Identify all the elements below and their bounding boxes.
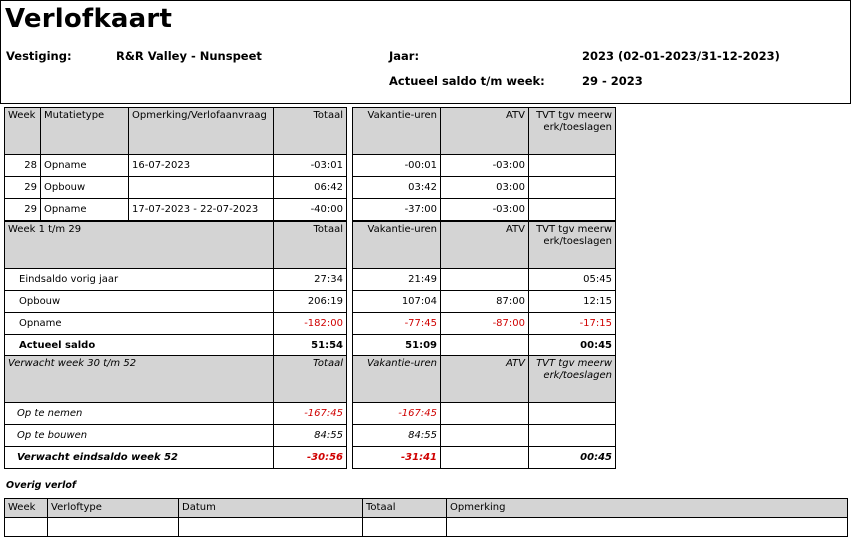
row-label: Op te nemen — [5, 403, 274, 425]
table-row — [5, 291, 347, 313]
col-tvt: TVT tgv meerwerk/toeslagen — [529, 108, 616, 155]
table-row — [353, 177, 616, 199]
cell-vak: -37:00 — [353, 199, 441, 221]
row-label: Eindsaldo vorig jaar — [5, 269, 274, 291]
col-vakantie-uren: Vakantie-uren — [353, 356, 441, 403]
table-row — [353, 199, 616, 221]
verwacht-table — [4, 355, 347, 469]
empty-cell — [5, 518, 48, 537]
periode-right-table — [352, 221, 616, 357]
cell-tvt: 12:15 — [529, 291, 616, 313]
empty-cell — [447, 518, 848, 537]
overig-verlof-title: Overig verlof — [6, 480, 76, 491]
empty-cell — [48, 518, 179, 537]
cell-totaal: 84:55 — [274, 425, 347, 447]
table-row — [5, 199, 347, 221]
row-label: Actueel saldo — [5, 335, 274, 357]
col-totaal: Totaal — [274, 222, 347, 269]
table-row — [5, 518, 848, 537]
cell-totaal: 206:19 — [274, 291, 347, 313]
cell-atv: 87:00 — [441, 291, 529, 313]
empty-cell — [363, 518, 447, 537]
verwacht-right-table — [352, 355, 616, 469]
cell-type: Opname — [41, 199, 129, 221]
col-vakantie-uren: Vakantie-uren — [353, 108, 441, 155]
saldo-label: Actueel saldo t/m week: — [389, 74, 545, 88]
cell-tvt: 00:45 — [529, 447, 616, 469]
table-row — [353, 291, 616, 313]
table-row — [353, 313, 616, 335]
jaar-value: 2023 (02-01-2023/31-12-2023) — [582, 49, 780, 63]
saldo-value: 29 - 2023 — [582, 74, 643, 88]
cell-atv — [441, 403, 529, 425]
row-label: Opname — [5, 313, 274, 335]
col-vakantie-uren: Vakantie-uren — [353, 222, 441, 269]
table-row — [5, 447, 347, 469]
cell-vak: 107:04 — [353, 291, 441, 313]
cell-tvt — [529, 403, 616, 425]
table-row — [5, 403, 347, 425]
cell-opmerking — [129, 177, 274, 199]
cell-week: 28 — [5, 155, 41, 177]
cell-atv — [441, 335, 529, 357]
table-row — [5, 177, 347, 199]
cell-tvt — [529, 199, 616, 221]
col-opmerking: Opmerking — [447, 499, 848, 518]
col-atv: ATV — [441, 108, 529, 155]
col-verloftype: Verloftype — [48, 499, 179, 518]
cell-tvt: 00:45 — [529, 335, 616, 357]
cell-vak: 84:55 — [353, 425, 441, 447]
empty-cell — [179, 518, 363, 537]
table-row — [5, 335, 347, 357]
cell-tvt — [529, 425, 616, 447]
table-row — [5, 313, 347, 335]
cell-vak: 51:09 — [353, 335, 441, 357]
col-totaal: Totaal — [274, 108, 347, 155]
cell-totaal: -167:45 — [274, 403, 347, 425]
periode-table — [4, 221, 347, 357]
cell-opmerking: 16-07-2023 — [129, 155, 274, 177]
col-totaal: Totaal — [274, 356, 347, 403]
col-totaal: Totaal — [363, 499, 447, 518]
cell-type: Opbouw — [41, 177, 129, 199]
table-row — [353, 403, 616, 425]
cell-week: 29 — [5, 199, 41, 221]
col-atv: ATV — [441, 356, 529, 403]
cell-vak: -00:01 — [353, 155, 441, 177]
cell-totaal: -30:56 — [274, 447, 347, 469]
cell-type: Opname — [41, 155, 129, 177]
cell-week: 29 — [5, 177, 41, 199]
table-row — [353, 155, 616, 177]
cell-opmerking: 17-07-2023 - 22-07-2023 — [129, 199, 274, 221]
table-row — [353, 269, 616, 291]
cell-atv: 03:00 — [441, 177, 529, 199]
col-tvt: TVT tgv meerwerk/toeslagen — [529, 222, 616, 269]
overig-verlof-table — [4, 498, 848, 537]
table-row — [353, 447, 616, 469]
page-title: Verlofkaart — [5, 4, 173, 34]
cell-atv: -03:00 — [441, 199, 529, 221]
col-week: Week — [5, 108, 41, 155]
col-atv: ATV — [441, 222, 529, 269]
cell-tvt: 05:45 — [529, 269, 616, 291]
cell-vak: -77:45 — [353, 313, 441, 335]
vestiging-label: Vestiging: — [6, 49, 72, 63]
cell-tvt — [529, 155, 616, 177]
cell-totaal: 06:42 — [274, 177, 347, 199]
periode-heading: Week 1 t/m 29 — [5, 222, 274, 269]
mutaties-right-table — [352, 107, 616, 221]
cell-atv: -87:00 — [441, 313, 529, 335]
verwacht-heading: Verwacht week 30 t/m 52 — [5, 356, 274, 403]
col-week: Week — [5, 499, 48, 518]
cell-totaal: 51:54 — [274, 335, 347, 357]
table-row — [353, 335, 616, 357]
cell-atv — [441, 447, 529, 469]
cell-totaal: 27:34 — [274, 269, 347, 291]
mutaties-table — [4, 107, 347, 221]
row-label: Op te bouwen — [5, 425, 274, 447]
cell-totaal: -182:00 — [274, 313, 347, 335]
col-opmerking: Opmerking/Verlofaanvraag — [129, 108, 274, 155]
cell-atv — [441, 269, 529, 291]
col-datum: Datum — [179, 499, 363, 518]
cell-tvt — [529, 177, 616, 199]
cell-vak: 03:42 — [353, 177, 441, 199]
cell-tvt: -17:15 — [529, 313, 616, 335]
table-row — [5, 155, 347, 177]
table-row — [5, 269, 347, 291]
row-label: Verwacht eindsaldo week 52 — [5, 447, 274, 469]
cell-totaal: -40:00 — [274, 199, 347, 221]
cell-vak: -167:45 — [353, 403, 441, 425]
cell-totaal: -03:01 — [274, 155, 347, 177]
cell-atv: -03:00 — [441, 155, 529, 177]
cell-vak: 21:49 — [353, 269, 441, 291]
table-row — [5, 425, 347, 447]
cell-atv — [441, 425, 529, 447]
table-row — [353, 425, 616, 447]
row-label: Opbouw — [5, 291, 274, 313]
col-tvt: TVT tgv meerwerk/toeslagen — [529, 356, 616, 403]
jaar-label: Jaar: — [389, 49, 420, 63]
col-mutatietype: Mutatietype — [41, 108, 129, 155]
cell-vak: -31:41 — [353, 447, 441, 469]
vestiging-value: R&R Valley - Nunspeet — [116, 49, 262, 63]
